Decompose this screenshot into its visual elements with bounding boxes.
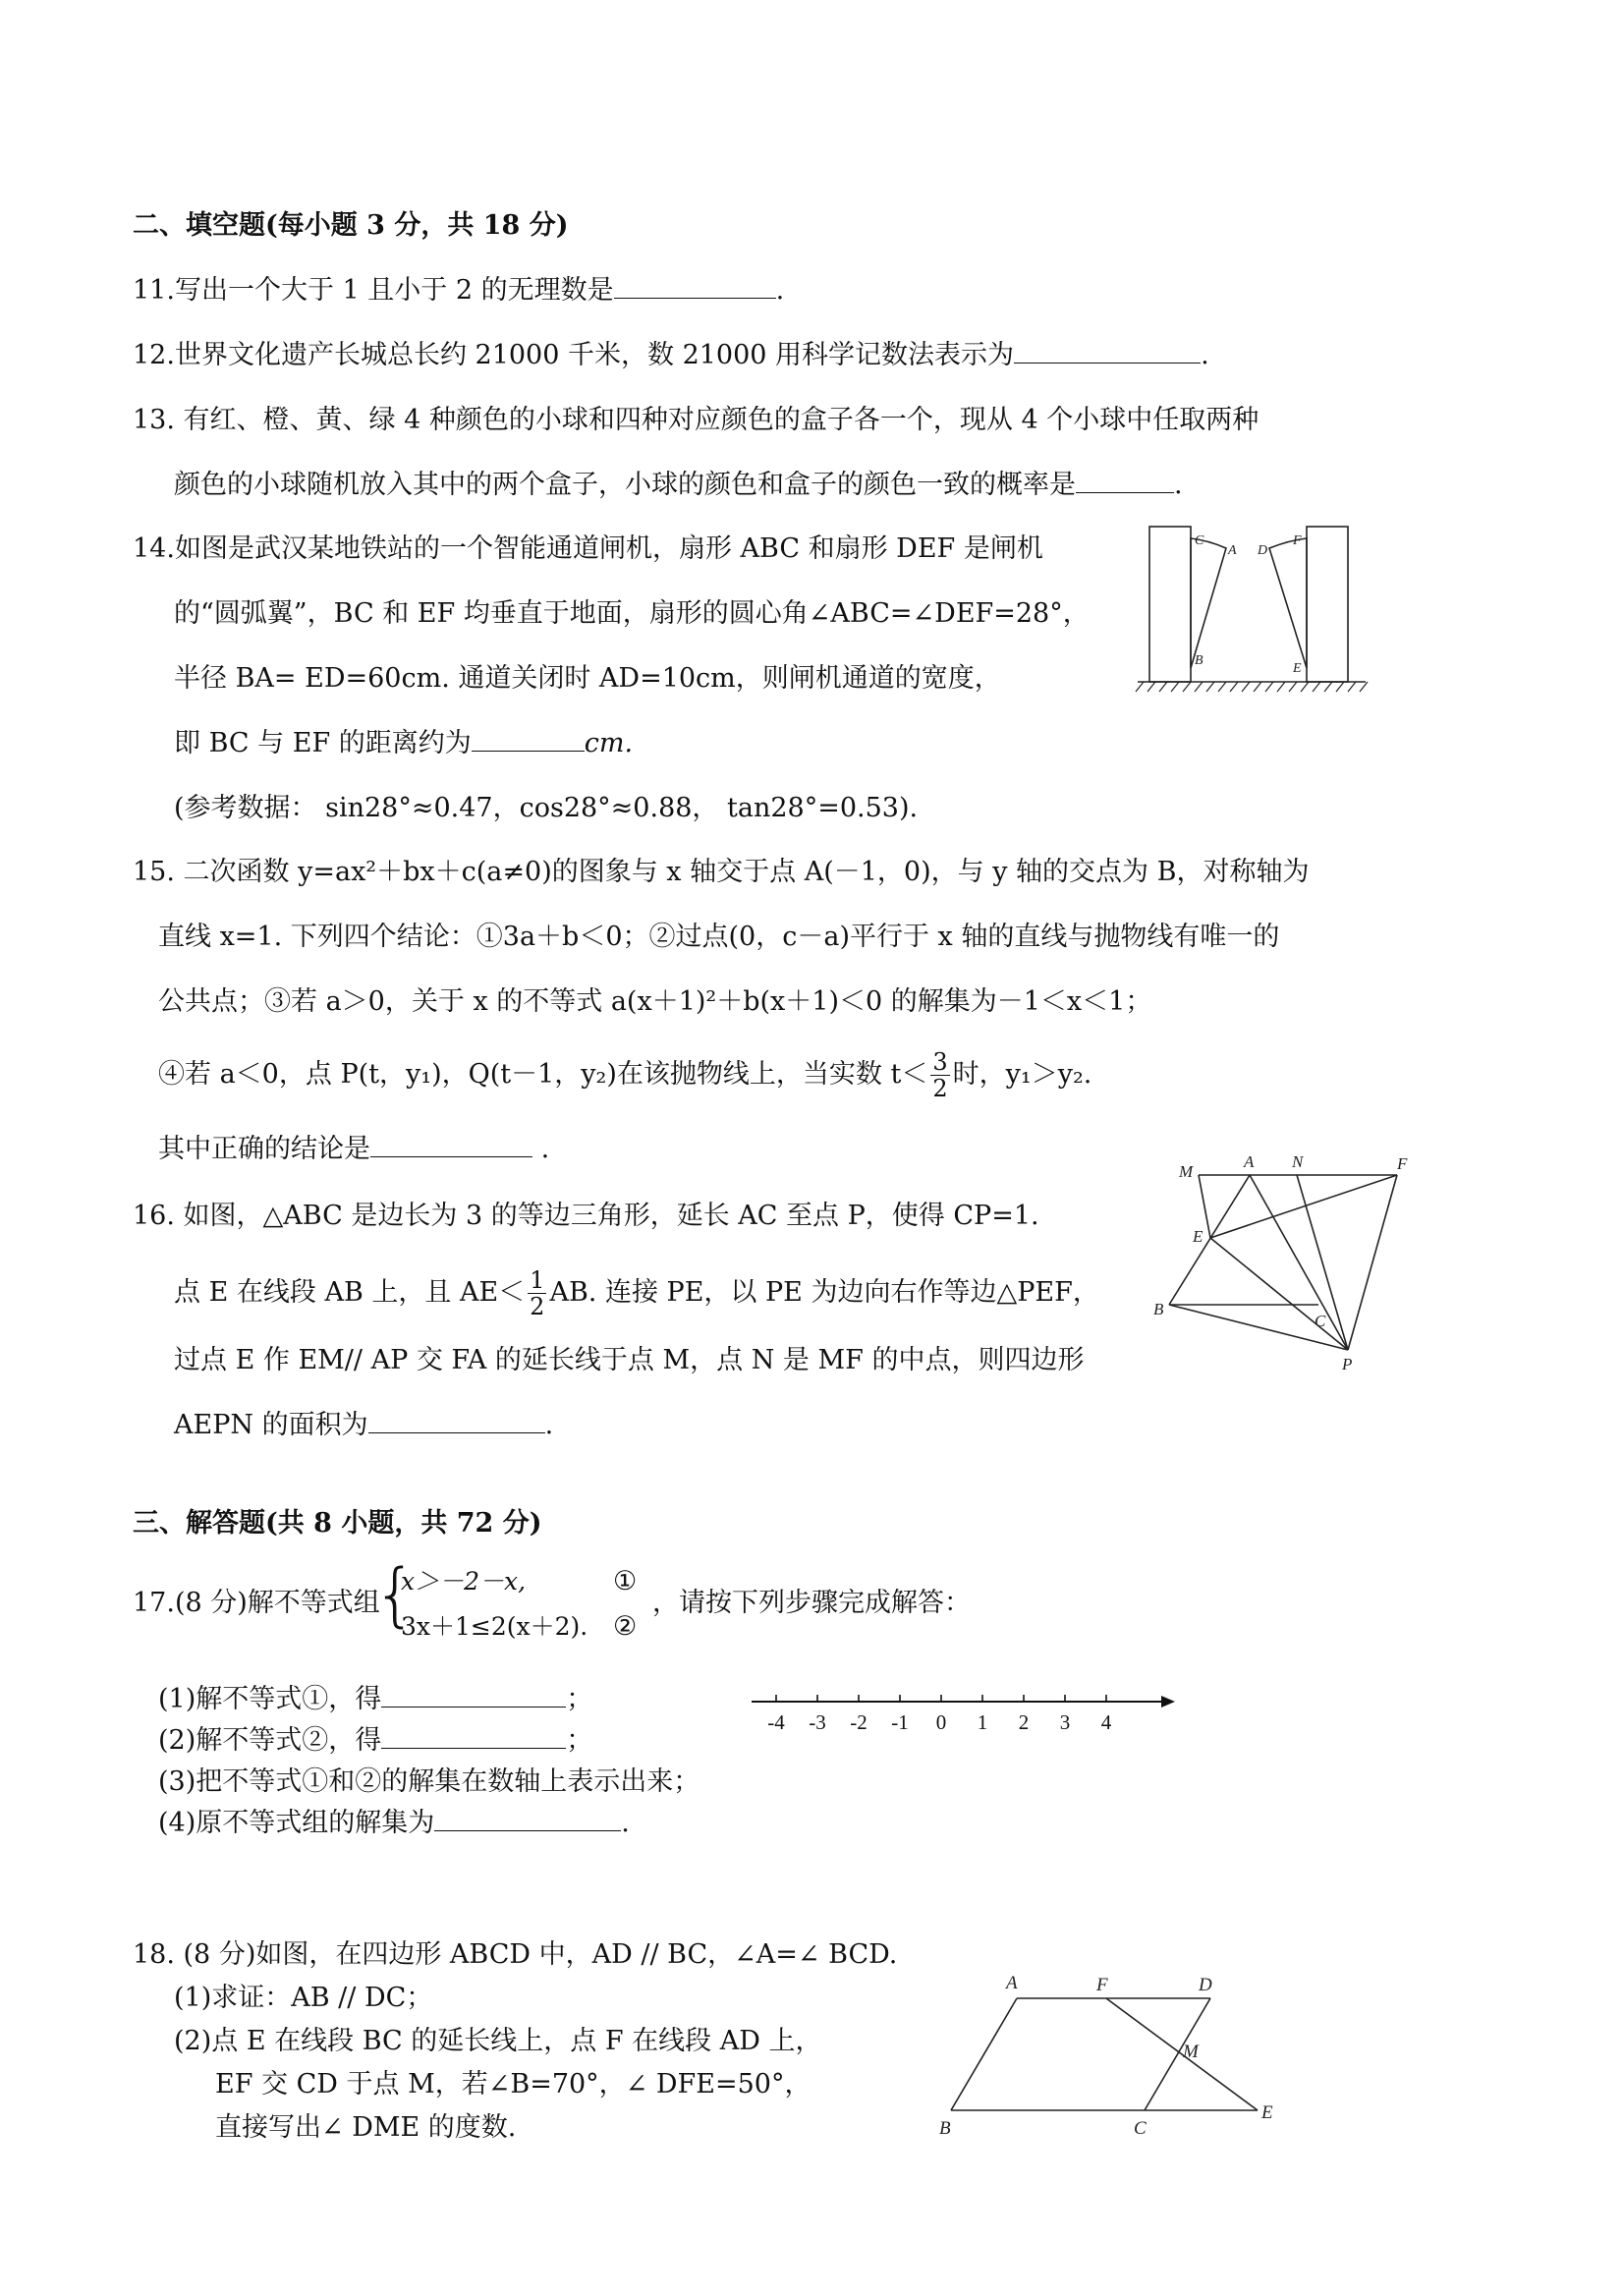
number-line-label: -4 [767, 1710, 785, 1734]
q11-answer-blank[interactable] [614, 276, 776, 299]
q17-after: ，请按下列步骤完成解答： [652, 1588, 971, 1618]
number-line-label: 3 [1059, 1710, 1071, 1734]
q17-step-4-blank[interactable] [434, 1809, 621, 1831]
left-gate-post [1149, 527, 1191, 682]
q14-line-2: 的“圆弧翼”，BC 和 EF 均垂直于地面，扇形的圆心角∠ABC=∠DEF=28°， [174, 598, 1090, 629]
fan-def [1269, 538, 1307, 668]
number-line-label: 1 [977, 1710, 988, 1734]
label-E: E [1261, 2102, 1273, 2123]
q17-step-4-text: (4)原不等式组的解集为 [158, 1808, 435, 1838]
question-11: 11.写出一个大于 1 且小于 2 的无理数是 . [133, 275, 785, 306]
label-M: M [1183, 2042, 1199, 2062]
q16-line-2-text: 点 E 在线段 AB 上，且 AE＜ [174, 1277, 526, 1308]
section-2-title: 二、填空题(每小题 3 分，共 18 分) [133, 210, 569, 241]
q15-frac-den: 2 [932, 1075, 948, 1102]
q15-line-4-end: 时，y₁＞y₂. [952, 1059, 1092, 1090]
fan-abc [1191, 538, 1226, 668]
number-line-label: -1 [891, 1710, 909, 1734]
label-F: F [1397, 1154, 1408, 1173]
label-C: C [1134, 2118, 1147, 2139]
q18-line-4: EF 交 CD 于点 M，若∠B=70°，∠ DFE=50°， [215, 2069, 812, 2100]
q15-frac-num: 3 [932, 1048, 948, 1076]
q17-step-1-blank[interactable] [381, 1685, 566, 1708]
q18-line-1: 18. (8 分)如图，在四边形 ABCD 中，AD // BC，∠A=∠ BCD. [133, 1939, 898, 1970]
q16-frac-den: 2 [530, 1293, 545, 1320]
label-D: D [1199, 1975, 1212, 1995]
label-A: A [1244, 1152, 1255, 1171]
q15-line-4-text: ④若 a＜0，点 P(t，y₁)，Q(t－1，y₂)在该抛物线上，当实数 t＜ [158, 1059, 928, 1090]
q16-answer-blank[interactable] [368, 1411, 545, 1433]
q17-inequality-2 [401, 1609, 588, 1645]
q17-inequality-1 [401, 1564, 526, 1599]
segment-AP [1250, 1175, 1348, 1350]
q17-step-2 [158, 1723, 592, 1759]
q16-line-2 [174, 1267, 1099, 1319]
q17-mark-1: ① [613, 1566, 638, 1596]
q15-line-1: 15. 二次函数 y=ax²＋bx＋c(a≠0)的图象与 x 轴交于点 A(－1，0)，与 y 轴的交点为 B，对称轴为 [133, 857, 1310, 887]
q14-line-4-text: 即 BC 与 EF 的距离约为 [174, 728, 472, 758]
number-line-label: -2 [850, 1710, 867, 1734]
segment-AB [951, 1998, 1017, 2110]
label-A: A [1228, 543, 1237, 558]
q16-line-2-end: AB. 连接 PE，以 PE 为边向右作等边△PEF， [549, 1277, 1099, 1308]
q13-line-1: 13. 有红、橙、黄、绿 4 种颜色的小球和四种对应颜色的盒子各一个，现从 4 个小球中任取两种 [133, 405, 1259, 435]
q13-answer-blank[interactable] [1076, 471, 1174, 493]
q14-answer-blank[interactable] [472, 729, 585, 752]
label-C: C [1315, 1312, 1326, 1330]
q15-line-5-text: 其中正确的结论是 [158, 1134, 370, 1164]
q16-line-3: 过点 E 作 EM// AP 交 FA 的延长线于点 M，点 N 是 MF 的中点，则四边形 [174, 1345, 1085, 1375]
q17-step-1-text: (1)解不等式①，得 [158, 1684, 382, 1714]
q17-step-1-semicolon: ； [566, 1684, 593, 1714]
label-B: B [939, 2118, 951, 2139]
label-B: B [1153, 1300, 1164, 1318]
q17-ineq-2-text: 3x＋1≤2(x＋2). [401, 1612, 588, 1641]
q15-line-2: 直线 x=1. 下列四个结论：①3a＋b＜0；②过点(0，c－a)平行于 x 轴的直线与抛物线有唯一的 [158, 922, 1280, 952]
q15-fraction [930, 1049, 949, 1101]
segment-EF [1210, 1175, 1397, 1238]
q18-line-3: (2)点 E 在线段 BC 的延长线上，点 F 在线段 AD 上， [174, 2026, 822, 2056]
question-12: 12.世界文化遗产长城总长约 21000 千米，数 21000 用科学记数法表示为 . [133, 340, 1209, 370]
label-F: F [1096, 1975, 1108, 1995]
label-E: E [1293, 661, 1302, 676]
q17-step-2-blank[interactable] [381, 1726, 566, 1749]
q17-step-2-semicolon: ； [566, 1725, 593, 1756]
number-line-label: -3 [809, 1710, 826, 1734]
q17-system-brace: { [373, 1554, 418, 1635]
q14-gate-figure [1130, 519, 1375, 696]
q12-answer-blank[interactable] [1014, 341, 1201, 364]
q16-frac-num: 1 [530, 1266, 545, 1294]
q15-line-4 [158, 1049, 1091, 1101]
q14-line-1: 14.如图是武汉某地铁站的一个智能通道闸机，扇形 ABC 和扇形 DEF 是闸机 [133, 533, 1043, 564]
q14-line-3: 半径 BA= ED=60cm. 通道关闭时 AD=10cm，则闸机通道的宽度， [174, 663, 1001, 694]
q12-text: 12.世界文化遗产长城总长约 21000 千米，数 21000 用科学记数法表示为 [133, 340, 1015, 370]
q14-line-4 [174, 726, 633, 761]
right-gate-post [1307, 527, 1348, 682]
q15-line-5: 其中正确的结论是 . [158, 1134, 550, 1164]
q18-quadrilateral-figure [933, 1965, 1287, 2142]
q17-intro: 17.(8 分)解不等式组 [133, 1588, 380, 1618]
q17-mark-2: ② [613, 1611, 638, 1642]
label-C: C [1195, 533, 1204, 548]
section-3-title: 三、解答题(共 8 小题，共 72 分) [133, 1508, 542, 1539]
q18-line-2: (1)求证：AB // DC； [174, 1983, 433, 2013]
q17-number-line[interactable] [747, 1680, 1179, 1739]
ground-hatch [1136, 682, 1368, 692]
label-P: P [1342, 1355, 1353, 1373]
label-N: N [1292, 1152, 1304, 1171]
q14-line-5: (参考数据： sin28°≈0.47，cos28°≈0.88， tan28°=0.53). [174, 793, 919, 823]
label-M: M [1179, 1162, 1194, 1181]
q17-step-4: (4)原不等式组的解集为 . [158, 1808, 630, 1838]
q15-line-3: 公共点；③若 a＞0，关于 x 的不等式 a(x＋1)²＋b(x＋1)＜0 的解集为－1＜x＜1； [158, 986, 1152, 1017]
q18-line-5: 直接写出∠ DME 的度数. [215, 2112, 517, 2143]
label-F: F [1293, 533, 1302, 548]
q15-answer-blank[interactable] [370, 1135, 532, 1157]
q13-line-2: 颜色的小球随机放入其中的两个盒子，小球的颜色和盒子的颜色一致的概率是 . [174, 470, 1183, 500]
number-line-arrow [1161, 1696, 1175, 1708]
segment-FP [1348, 1175, 1397, 1350]
label-D: D [1258, 543, 1268, 558]
q16-line-1: 16. 如图，△ABC 是边长为 3 的等边三角形，延长 AC 至点 P，使得 CP=1. [133, 1201, 1039, 1231]
segment-DC [1145, 1998, 1210, 2110]
q17-step-3: (3)把不等式①和②的解集在数轴上表示出来； [158, 1766, 700, 1797]
label-B: B [1195, 653, 1203, 668]
q16-triangle-figure [1149, 1149, 1425, 1385]
q13-line-2-text: 颜色的小球随机放入其中的两个盒子，小球的颜色和盒子的颜色一致的概率是 [174, 470, 1076, 500]
segment-FE [1106, 1998, 1258, 2110]
q16-line-4: AEPN 的面积为 . [174, 1410, 554, 1440]
label-A: A [1006, 1973, 1018, 1993]
q11-text: 11.写出一个大于 1 且小于 2 的无理数是 [133, 275, 614, 306]
q17-step-1 [158, 1682, 592, 1717]
number-line-label: 2 [1018, 1710, 1030, 1734]
number-line-label: 0 [935, 1710, 947, 1734]
segment-AB [1169, 1175, 1250, 1305]
q16-fraction [528, 1267, 546, 1319]
q17-step-2-text: (2)解不等式②，得 [158, 1725, 382, 1756]
number-line-label: 4 [1100, 1710, 1112, 1734]
q16-line-4-text: AEPN 的面积为 [174, 1410, 368, 1440]
q17-ineq-1-text: x＞－2－x, [401, 1567, 527, 1596]
q14-unit: cm. [584, 728, 634, 758]
label-E: E [1193, 1227, 1203, 1246]
